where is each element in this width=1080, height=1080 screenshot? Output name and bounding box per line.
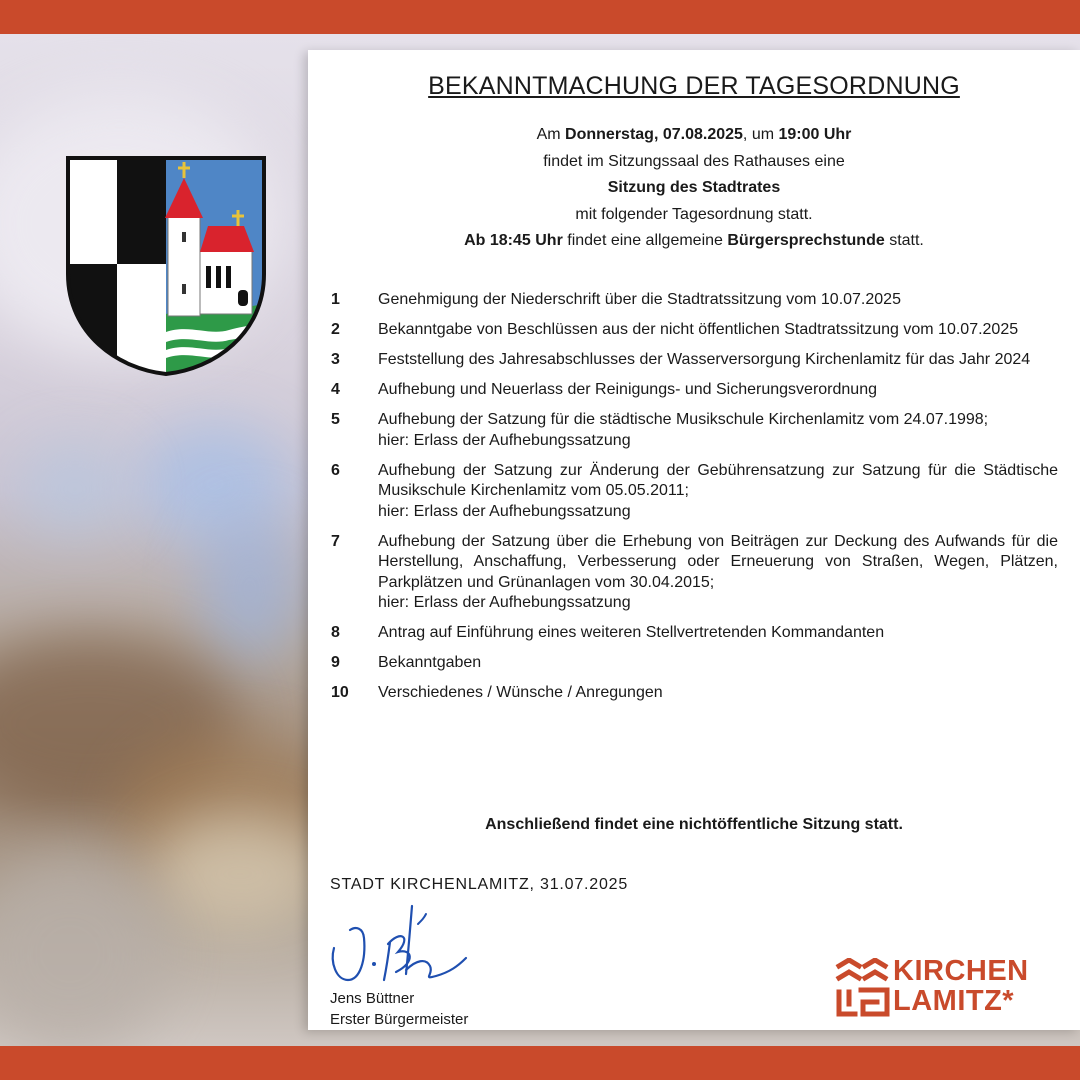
agenda-text-main: Aufhebung und Neuerlass der Reinigungs- und Sicherungsverordnung	[378, 381, 877, 398]
agenda-text	[378, 320, 1058, 341]
agenda-text-main: Aufhebung der Satzung über die Erhebung von Beiträgen zur Deckung des Aufwands für die Herstellung, Anschaffung, Verbesserung oder Erneuerung von Straßen, Wegen, Plätzen, Parkplätzen und Grünanlagen vom 30.04.2015;	[378, 532, 1058, 591]
signer-block	[330, 988, 468, 1030]
agenda-number: 8	[331, 624, 340, 641]
agenda-item	[328, 350, 1058, 371]
coat-of-arms-icon	[64, 154, 268, 378]
agenda-number: 10	[331, 684, 349, 701]
agenda-number: 4	[331, 381, 340, 398]
agenda-text-sub: hier: Erlass der Aufhebungssatzung	[378, 502, 631, 520]
intro-line-consultation: Ab 18:45 Uhr findet eine allgemeine Bürgersprechstunde statt.	[464, 232, 924, 249]
agenda-text	[378, 623, 1058, 644]
signature-icon	[326, 900, 476, 990]
agenda-text	[378, 410, 1058, 451]
signer-name: Jens Büttner	[330, 990, 415, 1007]
intro-line-location: findet im Sitzungssaal des Rathauses eine	[543, 152, 845, 170]
agenda-number: 7	[331, 532, 340, 550]
closing-note: Anschließend findet eine nichtöffentliche Sitzung statt.	[485, 816, 903, 833]
agenda-text-main: Bekanntgaben	[378, 654, 482, 671]
agenda-text-main: Aufhebung der Satzung für die städtische Musikschule Kirchenlamitz vom 24.07.1998;	[378, 411, 989, 428]
agenda-text-main: Genehmigung der Niederschrift über die Stadtratssitzung vom 10.07.2025	[378, 291, 901, 308]
logo-line-2: LAMITZ*	[893, 985, 1015, 1017]
agenda-text-sub: hier: Erlass der Aufhebungssatzung	[378, 594, 631, 611]
agenda-item	[328, 320, 1058, 341]
agenda-number: 2	[331, 321, 340, 338]
agenda-item	[328, 683, 1058, 704]
agenda-number: 5	[331, 411, 340, 428]
agenda-text-sub: hier: Erlass der Aufhebungssatzung	[378, 431, 631, 449]
agenda-text-main: Bekanntgabe von Beschlüssen aus der nicht öffentlichen Stadtratssitzung vom 10.07.2025	[378, 321, 1019, 338]
meeting-intro	[308, 122, 1080, 255]
agenda-text	[378, 532, 1058, 614]
agenda-item	[328, 290, 1058, 311]
notice-title: BEKANNTMACHUNG DER TAGESORDNUNG	[428, 72, 960, 100]
logo-mark-icon	[835, 958, 891, 1018]
agenda-text-main: Verschiedenes / Wünsche / Anregungen	[378, 684, 663, 701]
intro-line-agenda: mit folgender Tagesordnung statt.	[575, 205, 813, 223]
agenda-text	[378, 290, 1058, 311]
agenda-item	[328, 653, 1058, 674]
agenda-item	[328, 410, 1058, 451]
agenda-text	[378, 380, 1058, 401]
logo-wordmark	[893, 956, 1029, 1016]
top-accent-bar	[0, 0, 1080, 34]
agenda-number: 1	[331, 291, 340, 308]
intro-line-meeting: Sitzung des Stadtrates	[607, 179, 781, 196]
agenda-text	[378, 350, 1058, 371]
agenda-number: 6	[331, 461, 340, 479]
agenda-list	[328, 290, 1058, 713]
intro-line-date: Am Donnerstag, 07.08.2025, um 19:00 Uhr	[536, 126, 852, 143]
agenda-item	[328, 623, 1058, 644]
logo-line-1: KIRCHEN	[893, 955, 1029, 987]
town-logo	[835, 956, 1060, 1020]
agenda-number: 9	[331, 654, 340, 671]
notice-document	[308, 50, 1080, 1030]
agenda-item	[328, 461, 1058, 523]
agenda-text	[378, 461, 1058, 523]
dateline: STADT KIRCHENLAMITZ, 31.07.2025	[330, 876, 629, 893]
agenda-item	[328, 380, 1058, 401]
agenda-text-main: Feststellung des Jahresabschlusses der Wasserversorgung Kirchenlamitz für das Jahr 2024	[378, 351, 1031, 368]
signer-role: Erster Bürgermeister	[330, 1011, 469, 1028]
bottom-accent-bar	[0, 1046, 1080, 1080]
agenda-item	[328, 532, 1058, 614]
agenda-text	[378, 653, 1058, 674]
agenda-text	[378, 683, 1058, 704]
agenda-text-main: Antrag auf Einführung eines weiteren Stellvertretenden Kommandanten	[378, 624, 885, 641]
agenda-text-main: Aufhebung der Satzung zur Änderung der Gebührensatzung zur Satzung für die Städtische Musikschule Kirchenlamitz vom 05.05.2011;	[378, 461, 1058, 499]
agenda-number: 3	[331, 351, 340, 368]
